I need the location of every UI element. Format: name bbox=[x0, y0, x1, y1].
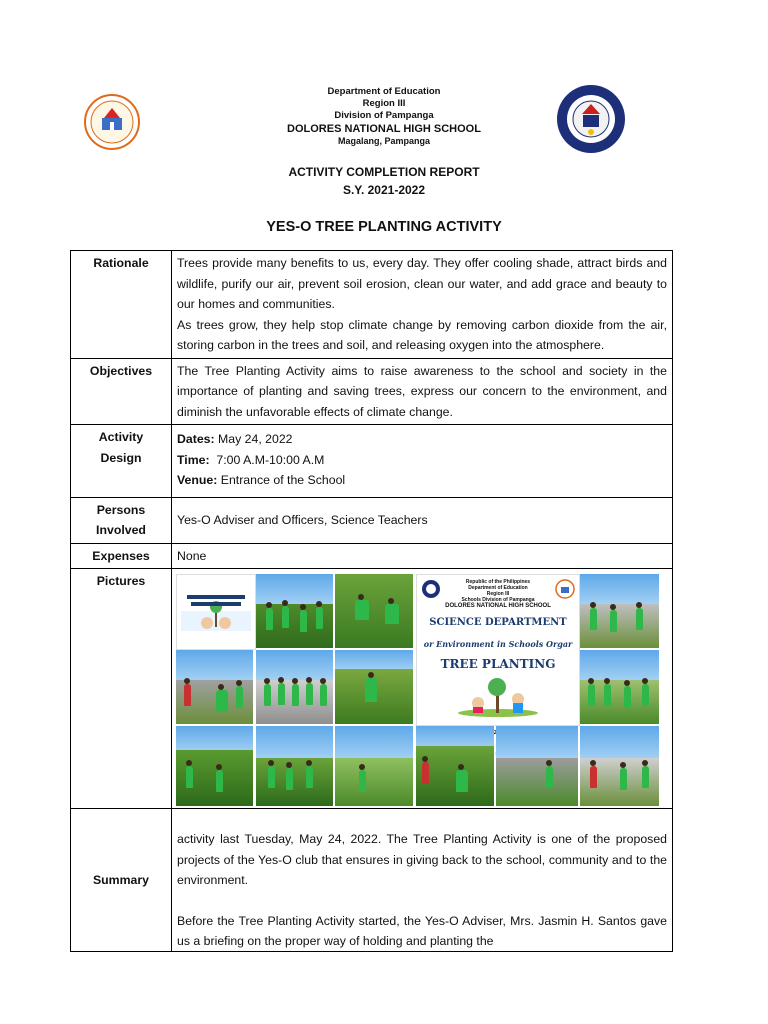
rationale-label: Rationale bbox=[71, 251, 172, 359]
poster-dept: SCIENCE DEPARTMENT bbox=[429, 617, 567, 628]
objectives-label: Objectives bbox=[71, 358, 172, 425]
photo-collage bbox=[174, 572, 670, 808]
rationale-paragraph-2: As trees grow, they help stop climate change by removing carbon dioxide from the air, storing carbon in the trees and soil, and releasing oxygen into the atmosphere. bbox=[177, 317, 667, 352]
photo-students-2 bbox=[335, 574, 413, 648]
pictures-content bbox=[172, 569, 673, 809]
poster-subtitle: or Environment in Schools Orgar bbox=[423, 638, 573, 649]
report-title: ACTIVITY COMPLETION REPORT bbox=[288, 165, 480, 179]
photo-students-12 bbox=[496, 726, 578, 806]
school-name: DOLORES NATIONAL HIGH SCHOOL bbox=[287, 123, 481, 135]
dates-label: Dates: bbox=[177, 432, 215, 446]
summary-text-area bbox=[177, 829, 667, 949]
report-table bbox=[70, 250, 673, 952]
collage-poster-thumbnail bbox=[176, 574, 256, 650]
poster-school: DOLORES NATIONAL HIGH SCHOOL bbox=[445, 603, 551, 609]
persons-content: Yes-O Adviser and Officers, Science Teachers bbox=[172, 497, 673, 543]
poster-head-2: Department of Education bbox=[468, 585, 528, 591]
poster-head-3: Region III bbox=[486, 591, 510, 597]
letterhead bbox=[0, 86, 768, 147]
expenses-content: None bbox=[172, 543, 673, 569]
rationale-row bbox=[71, 251, 673, 359]
tree-planting-poster bbox=[416, 574, 580, 726]
photo-students-3 bbox=[176, 650, 253, 724]
venue-label: Venue: bbox=[177, 473, 218, 487]
school-location: Magalang, Pampanga bbox=[337, 136, 431, 146]
activity-design-label-line-1: Activity bbox=[98, 430, 144, 444]
report-title-block bbox=[0, 163, 768, 199]
photo-students-10 bbox=[580, 650, 659, 724]
expenses-label: Expenses bbox=[71, 543, 172, 569]
photo-students-9 bbox=[580, 574, 659, 648]
activity-design-content bbox=[172, 425, 673, 498]
persons-label-line-1: Persons bbox=[96, 502, 146, 517]
time-label: Time: bbox=[177, 452, 210, 467]
summary-paragraph-2: Before the Tree Planting Activity started, the Yes-O Adviser, Mrs. Jasmin H. Santos gave us a briefing on the proper way of holding and planting the bbox=[177, 913, 667, 948]
photo-students-5 bbox=[335, 650, 413, 724]
venue-value: Entrance of the School bbox=[217, 473, 346, 487]
poster-head-1: Republic of the Philippines bbox=[465, 579, 531, 585]
objectives-row bbox=[71, 358, 673, 425]
pictures-label: Pictures bbox=[71, 569, 172, 809]
poster-title: TREE PLANTING bbox=[440, 657, 556, 671]
photo-students-6 bbox=[176, 726, 253, 806]
activity-design-label-line-2: Design bbox=[100, 450, 142, 465]
summary-row bbox=[71, 809, 673, 952]
summary-paragraph-1: activity last Tuesday, May 24, 2022. The Tree Planting Activity is one of the proposed projects of the Yes-O club that ensures in giving back to the school, community and to the environment. bbox=[177, 832, 667, 887]
school-year: S.Y. 2021-2022 bbox=[342, 183, 426, 197]
poster-illustration bbox=[448, 675, 548, 717]
photo-students-1 bbox=[256, 574, 333, 648]
dates-line bbox=[177, 429, 667, 450]
rationale-paragraph-1: Trees provide many benefits to us, every day. They offer cooling shade, attract birds and wildlife, purify our air, prevent soil erosion, clean our water, and add grace and beauty to our homes and communities. bbox=[177, 256, 667, 311]
dates-value: May 24, 2022 bbox=[214, 432, 293, 446]
activity-design-label bbox=[71, 425, 172, 498]
photo-students-4 bbox=[256, 650, 333, 724]
persons-label bbox=[71, 497, 172, 543]
persons-row bbox=[71, 497, 673, 543]
activity-title: YES-O TREE PLANTING ACTIVITY bbox=[266, 219, 502, 235]
photo-students-8 bbox=[335, 726, 413, 806]
poster-head-4: Schools Division of Pampanga bbox=[461, 597, 535, 603]
objectives-content: The Tree Planting Activity aims to raise awareness to the school and society in the importance of planting and saving trees, express our concern to the environment, and diminish the unfavorable effects of climate change. bbox=[172, 358, 673, 425]
time-value: 7:00 A.M-10:00 A.M bbox=[209, 452, 325, 467]
venue-line bbox=[177, 470, 667, 491]
pictures-row bbox=[71, 569, 673, 809]
region-line: Region III bbox=[362, 98, 406, 109]
deped-line: Department of Education bbox=[327, 86, 441, 97]
time-line bbox=[177, 450, 667, 471]
expenses-row bbox=[71, 543, 673, 569]
activity-design-row bbox=[71, 425, 673, 498]
photo-students-11 bbox=[416, 726, 494, 806]
poster-deped-seal-icon bbox=[421, 579, 441, 599]
poster-school-seal-icon bbox=[555, 579, 575, 599]
summary-content bbox=[172, 809, 673, 952]
rationale-content bbox=[172, 251, 673, 359]
persons-label-line-2: Involved bbox=[96, 523, 146, 537]
photo-students-7 bbox=[256, 726, 333, 806]
division-line: Division of Pampanga bbox=[334, 110, 434, 121]
photo-students-13 bbox=[580, 726, 659, 806]
summary-label: Summary bbox=[71, 809, 172, 952]
